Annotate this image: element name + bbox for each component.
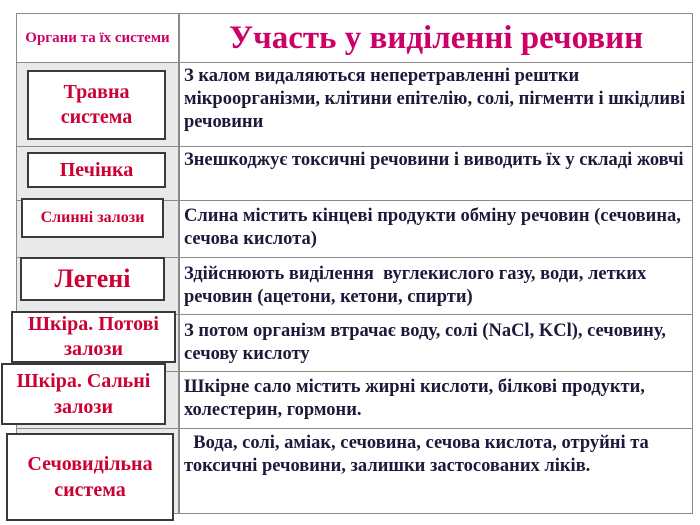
row-description-digestive: З калом видаляються неперетравленні рештки мікроорганізми, клітини епітелію, солі, пігменти і шкідливі речовини xyxy=(184,66,690,132)
row-description-sebaceous: Шкірне сало містить жирні кислоти, білкові продукти, холестерин, гормони. xyxy=(184,377,650,420)
organ-box-salivary: Слинні залози xyxy=(21,198,164,238)
row-divider xyxy=(16,428,693,429)
organ-box-digestive: Травна система xyxy=(27,70,166,140)
page-title: Участь у виділенні речовин xyxy=(228,19,644,56)
organ-box-liver: Печінка xyxy=(27,152,166,188)
organ-box-sweat: Шкіра. Потові залози xyxy=(11,311,176,363)
organs-column-header: Органи та їх системи xyxy=(25,30,170,46)
organ-box-sebaceous: Шкіра. Сальні залози xyxy=(1,363,166,425)
organ-box-lungs: Легені xyxy=(20,257,165,301)
column-divider xyxy=(178,13,180,514)
row-divider xyxy=(16,62,693,63)
organ-box-urinary: Сечовидільна система xyxy=(6,433,174,521)
row-divider xyxy=(16,146,693,147)
row-description-salivary: Слина містить кінцеві продукти обміну речовин (сечовина, сечова кислота) xyxy=(184,206,686,249)
row-description-sweat: З потом організм втрачає воду, солі (NaCl, KCl), сечовину, сечову кислоту xyxy=(184,321,671,364)
row-description-urinary: Вода, солі, аміак, сечовина, сечова кислота, отруйні та токсичні речовини, залишки застосованих ліків. xyxy=(184,433,654,476)
table-border-right xyxy=(692,13,693,514)
row-description-lungs: Здійснюють виділення вуглекислого газу, води, летких речовин (ацетони, кетони, спирти) xyxy=(184,264,651,307)
row-description-liver: Знешкоджує токсичні речовини і виводить їх у складі жовчі xyxy=(184,150,684,170)
